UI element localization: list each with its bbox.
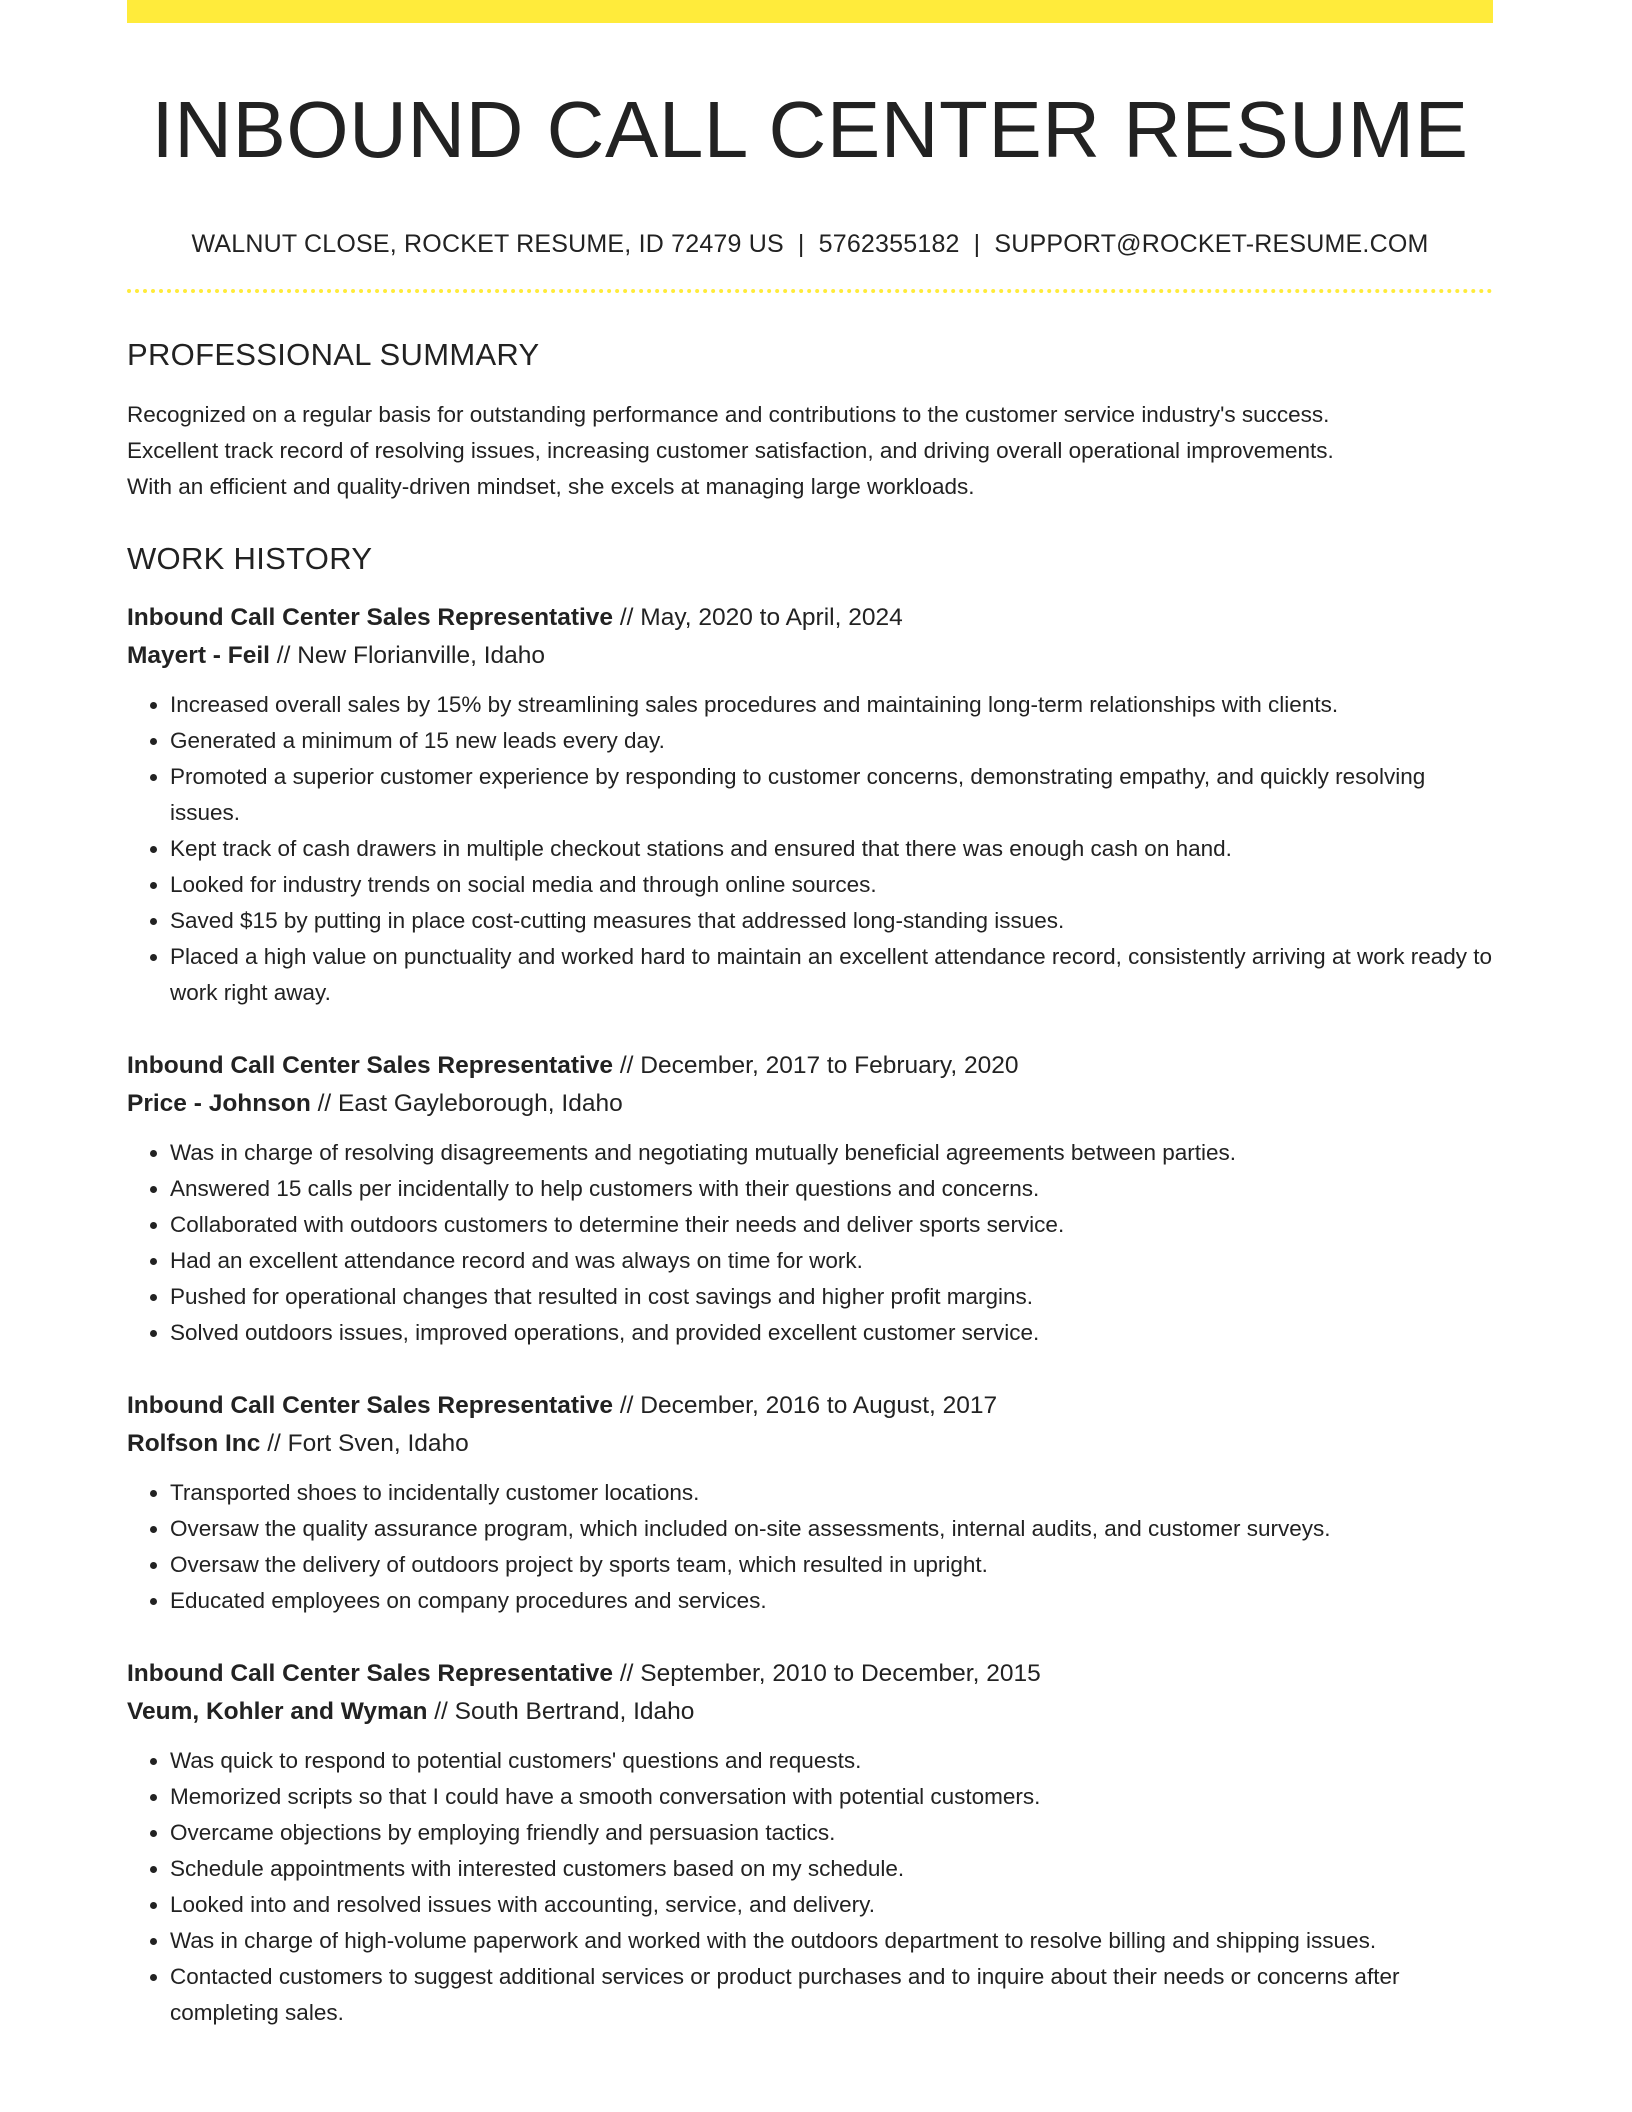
job-title: Inbound Call Center Sales Representative: [127, 1660, 614, 1687]
resume-page: [127, 0, 1493, 2031]
job-title: Inbound Call Center Sales Representative: [127, 1052, 614, 1079]
contact-separator: |: [973, 230, 981, 258]
contact-line: [127, 230, 1493, 259]
job-title-line: [127, 1387, 1493, 1425]
work-history-heading: WORK HISTORY: [127, 541, 373, 576]
job-bullet: • Memorized scripts so that I could have a smooth conversation with potential customers.: [170, 1779, 1493, 1815]
job-bullet: • Placed a high value on punctuality and worked hard to maintain an excellent attendance record, consistently arriving at work ready to work right away.: [170, 939, 1493, 1011]
job-entry: [127, 1655, 1493, 2031]
job-bullets: [127, 1475, 1493, 1619]
top-accent-bar: [127, 0, 1493, 23]
job-bullet: • Was quick to respond to potential customers' questions and requests.: [170, 1743, 1493, 1779]
summary-line: Excellent track record of resolving issues, increasing customer satisfaction, and driving overall operational improvements.: [127, 438, 1334, 463]
job-bullet: • Looked for industry trends on social media and through online sources.: [170, 867, 1493, 903]
job-bullet: • Educated employees on company procedures and services.: [170, 1583, 1493, 1619]
job-company-line: [127, 1693, 1493, 1731]
job-bullet: • Increased overall sales by 15% by streamlining sales procedures and maintaining long-term relationships with clients.: [170, 687, 1493, 723]
job-company-line: [127, 1425, 1493, 1463]
job-bullet: • Pushed for operational changes that resulted in cost savings and higher profit margins.: [170, 1279, 1493, 1315]
resume-title: INBOUND CALL CENTER RESUME: [151, 85, 1469, 174]
job-bullet: • Oversaw the quality assurance program, which included on-site assessments, internal audits, and customer surveys.: [170, 1511, 1493, 1547]
job-bullet: • Was in charge of resolving disagreements and negotiating mutually beneficial agreements between parties.: [170, 1135, 1493, 1171]
job-title-line: [127, 1047, 1493, 1085]
contact-phone: 5762355182: [818, 230, 960, 258]
job-title-line: [127, 599, 1493, 637]
job-dates: // September, 2010 to December, 2015: [619, 1660, 1041, 1687]
job-location: // New Florianville, Idaho: [276, 642, 546, 669]
job-entry: [127, 599, 1493, 1011]
job-dates: // December, 2016 to August, 2017: [619, 1392, 998, 1419]
job-bullet: • Generated a minimum of 15 new leads every day.: [170, 723, 1493, 759]
job-bullet: • Kept track of cash drawers in multiple checkout stations and ensured that there was enough cash on hand.: [170, 831, 1493, 867]
job-bullet: • Answered 15 calls per incidentally to help customers with their questions and concerns.: [170, 1171, 1493, 1207]
job-bullet: • Oversaw the delivery of outdoors project by sports team, which resulted in upright.: [170, 1547, 1493, 1583]
job-company-line: [127, 1085, 1493, 1123]
job-bullet: • Looked into and resolved issues with accounting, service, and delivery.: [170, 1887, 1493, 1923]
job-entry: [127, 1047, 1493, 1351]
job-bullet: • Transported shoes to incidentally customer locations.: [170, 1475, 1493, 1511]
job-title: Inbound Call Center Sales Representative: [127, 604, 614, 631]
dotted-divider: [127, 289, 1493, 293]
summary-text: [127, 397, 1493, 505]
job-bullets: [127, 1135, 1493, 1351]
job-bullet: • Saved $15 by putting in place cost-cutting measures that addressed long-standing issues.: [170, 903, 1493, 939]
job-bullet: • Contacted customers to suggest additional services or product purchases and to inquire about their needs or concerns after completing sales.: [170, 1959, 1493, 2031]
job-title-line: [127, 1655, 1493, 1693]
job-dates: // December, 2017 to February, 2020: [619, 1052, 1019, 1079]
job-bullet: • Overcame objections by employing friendly and persuasion tactics.: [170, 1815, 1493, 1851]
job-bullet: • Was in charge of high-volume paperwork and worked with the outdoors department to resolve billing and shipping issues.: [170, 1923, 1493, 1959]
job-bullet: • Solved outdoors issues, improved operations, and provided excellent customer service.: [170, 1315, 1493, 1351]
summary-heading: PROFESSIONAL SUMMARY: [127, 337, 540, 372]
job-bullet: • Schedule appointments with interested customers based on my schedule.: [170, 1851, 1493, 1887]
job-bullet: • Promoted a superior customer experience by responding to customer concerns, demonstrating empathy, and quickly resolving issues.: [170, 759, 1493, 831]
job-company: Veum, Kohler and Wyman: [127, 1698, 428, 1725]
job-location: // South Bertrand, Idaho: [434, 1698, 695, 1725]
job-bullet: • Collaborated with outdoors customers to determine their needs and deliver sports service.: [170, 1207, 1493, 1243]
job-location: // Fort Sven, Idaho: [267, 1430, 469, 1457]
job-company-line: [127, 637, 1493, 675]
job-company: Rolfson Inc: [127, 1430, 261, 1457]
contact-address: WALNUT CLOSE, ROCKET RESUME, ID 72479 US: [191, 230, 784, 258]
job-entry: [127, 1387, 1493, 1619]
summary-line: With an efficient and quality-driven mindset, she excels at managing large workloads.: [127, 474, 975, 499]
summary-line: Recognized on a regular basis for outstanding performance and contributions to the customer service industry's success.: [127, 402, 1330, 427]
job-company: Price - Johnson: [127, 1090, 311, 1117]
job-title: Inbound Call Center Sales Representative: [127, 1392, 614, 1419]
job-company: Mayert - Feil: [127, 642, 270, 669]
contact-email: SUPPORT@ROCKET-RESUME.COM: [994, 230, 1429, 258]
job-location: // East Gayleborough, Idaho: [317, 1090, 623, 1117]
job-bullets: [127, 687, 1493, 1011]
job-dates: // May, 2020 to April, 2024: [619, 604, 903, 631]
job-bullets: [127, 1743, 1493, 2031]
job-bullet: • Had an excellent attendance record and was always on time for work.: [170, 1243, 1493, 1279]
contact-separator: |: [797, 230, 805, 258]
